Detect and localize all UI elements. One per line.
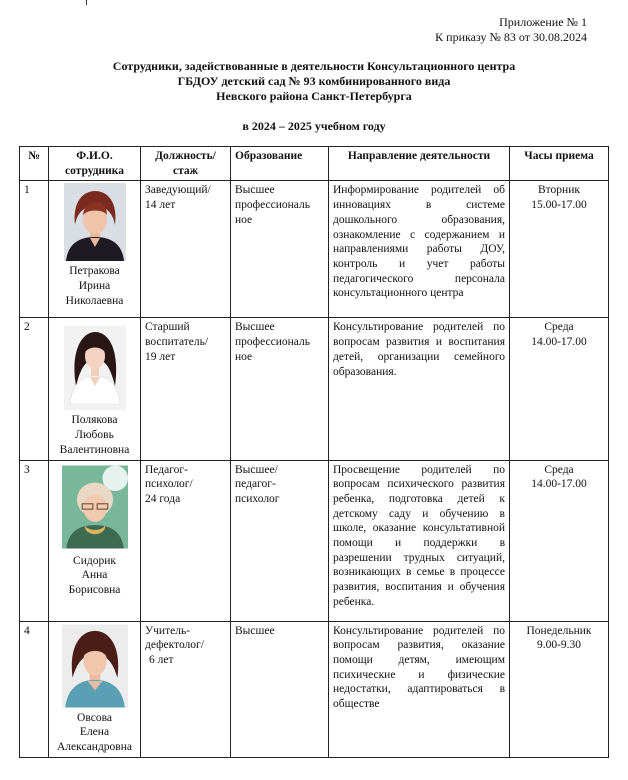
position-line: Педагог- bbox=[145, 463, 188, 476]
employee-patronymic: Борисовна bbox=[68, 583, 121, 596]
direction-cell: Консультирование родителей по вопросам развития, оказание помощи детям, имеющим психические и физические недостатки, адаптироваться в обществе bbox=[329, 621, 510, 757]
table-row bbox=[20, 181, 609, 318]
experience-line: 6 лет bbox=[149, 653, 174, 666]
annex-note bbox=[435, 15, 587, 45]
header-name-line-1: Ф.И.О. bbox=[76, 150, 113, 162]
table-header-row bbox=[20, 147, 609, 181]
page-top-mark bbox=[86, 0, 87, 5]
header-position-line-2: стаж bbox=[173, 164, 198, 177]
employee-first-name: Любовь bbox=[75, 429, 114, 442]
education-cell bbox=[231, 318, 329, 460]
education-line: Высшее bbox=[235, 184, 275, 197]
header-name bbox=[49, 147, 141, 181]
hours-day: Вторник bbox=[538, 184, 580, 197]
education-line: Высшее bbox=[235, 321, 275, 334]
position-line: психолог/ bbox=[145, 478, 193, 491]
education-line: профессиональ bbox=[235, 199, 310, 212]
direction-cell: Просвещение родителей по вопросам психического развития ребенка, подготовка детей к детскому саду и обучению в школе, оказание консультативной помощи и поддержки в разрешении трудных ситуаций, возникающих в семье в процессе развития, воспитания и обучения ребенка. bbox=[329, 460, 510, 621]
portrait-photo bbox=[62, 624, 128, 708]
employee-surname: Овсова bbox=[77, 711, 112, 724]
table-row bbox=[20, 621, 609, 757]
annex-line-2: К приказу № 83 от 30.08.2024 bbox=[435, 30, 587, 44]
portrait-photo bbox=[64, 320, 126, 410]
employee-patronymic: Николаевна bbox=[65, 294, 124, 307]
academic-year: в 2024 – 2025 учебном году bbox=[242, 119, 386, 133]
header-position bbox=[141, 147, 231, 181]
employee-first-name: Ирина bbox=[78, 280, 111, 293]
position-line: Старший bbox=[145, 321, 190, 334]
header-name-line-2: сотрудника bbox=[64, 164, 125, 177]
education-line: Высшее/ bbox=[235, 463, 278, 476]
education-line: профессиональ bbox=[235, 336, 310, 349]
employee-surname: Сидорик bbox=[73, 554, 116, 567]
table-row bbox=[20, 460, 609, 621]
header-direction: Направление деятельности bbox=[329, 147, 510, 181]
employee-surname: Полякова bbox=[71, 414, 118, 427]
experience-line: 19 лет bbox=[145, 350, 176, 363]
position-line: воспитатель/ bbox=[145, 336, 209, 349]
header-hours: Часы приема bbox=[510, 147, 609, 181]
header-num: № bbox=[20, 147, 49, 181]
education-cell bbox=[231, 460, 329, 621]
portrait-photo bbox=[64, 183, 126, 261]
education-cell bbox=[231, 181, 329, 318]
header-position-line-1: Должность/ bbox=[155, 150, 216, 162]
direction-cell: Информирование родителей об инновациях в системе дошкольного образования, ознакомление с содержанием и направлениями работы ДОУ, контроль и учет работы педагогического персонала консультационного центра bbox=[329, 181, 510, 318]
hours-day: Среда bbox=[544, 321, 574, 334]
experience-line: 24 года bbox=[145, 492, 181, 505]
hours-cell bbox=[510, 460, 609, 621]
hours-time: 14.00-17.00 bbox=[531, 336, 587, 349]
hours-cell bbox=[510, 181, 609, 318]
position-cell bbox=[141, 181, 231, 318]
row-number: 4 bbox=[20, 621, 49, 757]
title-line-3: Невского района Санкт-Петербурга bbox=[216, 89, 412, 103]
direction-cell: Консультирование родителей по вопросам развития и воспитания детей, организации семейного образования. bbox=[329, 318, 510, 460]
education-line: ное bbox=[235, 213, 253, 226]
portrait-photo bbox=[62, 463, 128, 551]
position-cell bbox=[141, 460, 231, 621]
hours-cell bbox=[510, 621, 609, 757]
position-cell bbox=[141, 318, 231, 460]
education-line: психолог bbox=[235, 492, 280, 505]
annex-line-1: Приложение № 1 bbox=[499, 15, 587, 29]
hours-time: 15.00-17.00 bbox=[531, 199, 587, 212]
education-line: Высшее bbox=[235, 624, 275, 637]
hours-day: Понедельник bbox=[526, 624, 592, 637]
education-line: ное bbox=[235, 350, 253, 363]
row-number: 3 bbox=[20, 460, 49, 621]
education-cell bbox=[231, 621, 329, 757]
position-line: Учитель- bbox=[145, 624, 191, 637]
hours-day: Среда bbox=[544, 463, 574, 476]
hours-cell bbox=[510, 318, 609, 460]
employee-cell bbox=[49, 318, 141, 460]
employee-cell bbox=[49, 181, 141, 318]
row-number: 2 bbox=[20, 318, 49, 460]
employee-first-name: Елена bbox=[79, 726, 110, 739]
employee-patronymic: Валентиновна bbox=[59, 443, 130, 456]
position-cell bbox=[141, 621, 231, 757]
employee-cell bbox=[49, 460, 141, 621]
hours-time: 9.00-9.30 bbox=[536, 639, 582, 652]
staff-table bbox=[19, 146, 609, 758]
education-line: педагог- bbox=[235, 478, 276, 491]
employee-patronymic: Александровна bbox=[57, 740, 132, 753]
document-title bbox=[0, 59, 628, 104]
employee-cell bbox=[49, 621, 141, 757]
row-number: 1 bbox=[20, 181, 49, 318]
position-line: дефектолог/ bbox=[145, 639, 204, 652]
employee-first-name: Анна bbox=[81, 569, 108, 582]
table-row bbox=[20, 318, 609, 460]
header-education: Образование bbox=[231, 147, 329, 181]
experience-line: 14 лет bbox=[145, 199, 176, 212]
hours-time: 14.00-17.00 bbox=[531, 478, 587, 491]
employee-surname: Петракова bbox=[69, 265, 120, 278]
title-line-2: ГБДОУ детский сад № 93 комбинированного вида bbox=[177, 74, 451, 88]
position-line: Заведующий/ bbox=[145, 184, 211, 197]
title-line-1: Сотрудники, задействованные в деятельности Консультационного центра bbox=[112, 59, 516, 73]
